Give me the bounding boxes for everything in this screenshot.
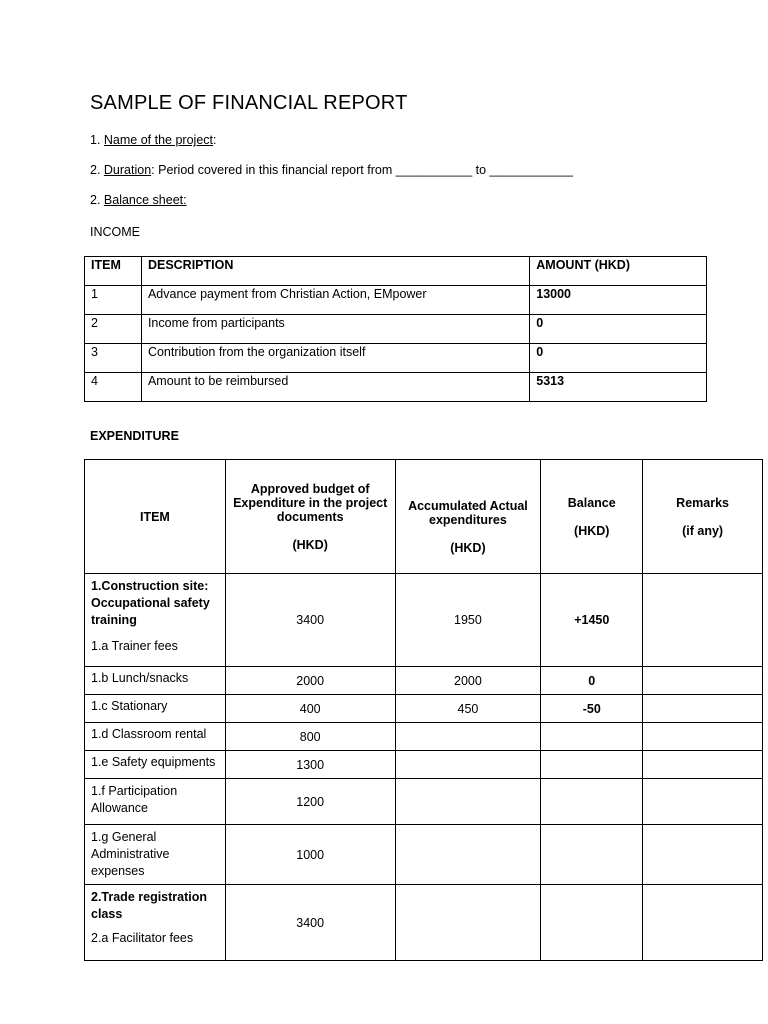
exp-header-remarks-label: Remarks	[676, 495, 729, 510]
exp-remarks	[643, 574, 763, 667]
exp-remarks	[643, 779, 763, 825]
exp-header-budget	[225, 460, 395, 574]
exp-actual	[395, 825, 541, 885]
exp-budget: 800	[225, 723, 395, 751]
exp-item-label: 1.c Stationary	[85, 695, 226, 723]
table-row	[85, 695, 763, 723]
exp-balance	[541, 723, 643, 751]
income-amount: 0	[530, 315, 707, 344]
exp-item-label: 1.b Lunch/snacks	[85, 667, 226, 695]
income-header-row	[85, 257, 707, 286]
exp-header-actual	[395, 460, 541, 574]
exp-remarks	[643, 825, 763, 885]
exp-remarks	[643, 667, 763, 695]
line-number: 2.	[90, 163, 104, 177]
exp-header-actual-label: Accumulated Actual expenditures	[408, 498, 528, 527]
exp-budget: 400	[225, 695, 395, 723]
exp-budget: 1200	[225, 779, 395, 825]
income-header-description: DESCRIPTION	[141, 257, 529, 286]
income-item: 4	[85, 373, 142, 402]
exp-remarks	[643, 723, 763, 751]
exp-item-label: 1.a Trainer fees	[91, 639, 178, 653]
exp-item-label: 1.f Participation Allowance	[85, 779, 226, 825]
exp-header-balance-label: Balance	[567, 495, 616, 510]
duration-label: Duration	[103, 163, 152, 177]
exp-balance: 0	[541, 667, 643, 695]
exp-balance	[541, 825, 643, 885]
exp-budget: 3400	[225, 574, 395, 667]
income-header-item: ITEM	[85, 257, 142, 286]
exp-header-actual-unit: (HKD)	[450, 540, 486, 555]
income-amount: 5313	[530, 373, 707, 402]
exp-budget: 2000	[225, 667, 395, 695]
expenditure-table	[84, 459, 763, 961]
project-name-line	[90, 133, 216, 147]
income-amount: 0	[530, 344, 707, 373]
line-number: 1.	[90, 133, 104, 147]
exp-actual: 2000	[395, 667, 541, 695]
income-description: Advance payment from Christian Action, EMpower	[141, 286, 529, 315]
exp-section-title: 2.Trade registration class	[91, 890, 208, 921]
exp-balance	[541, 779, 643, 825]
expenditure-header-row	[85, 460, 763, 574]
exp-actual	[395, 885, 541, 961]
expenditure-heading: EXPENDITURE	[90, 429, 179, 443]
exp-actual	[395, 779, 541, 825]
exp-item-label: 1.d Classroom rental	[85, 723, 226, 751]
exp-actual	[395, 751, 541, 779]
exp-budget: 1300	[225, 751, 395, 779]
income-table	[84, 256, 707, 402]
exp-balance: +1450	[541, 574, 643, 667]
table-row	[85, 667, 763, 695]
report-title: SAMPLE OF FINANCIAL REPORT	[90, 92, 408, 114]
exp-header-remarks-unit: (if any)	[682, 523, 724, 538]
table-row	[85, 751, 763, 779]
exp-item-label: 1.e Safety equipments	[85, 751, 226, 779]
exp-balance: -50	[541, 695, 643, 723]
table-row	[85, 373, 707, 402]
income-amount: 13000	[530, 286, 707, 315]
balance-sheet-label: Balance sheet:	[103, 193, 187, 207]
table-row	[85, 286, 707, 315]
exp-header-budget-unit: (HKD)	[292, 537, 328, 552]
table-row	[85, 315, 707, 344]
table-row	[85, 779, 763, 825]
income-description: Amount to be reimbursed	[141, 373, 529, 402]
table-row	[85, 344, 707, 373]
exp-header-balance-unit: (HKD)	[574, 523, 610, 538]
exp-budget: 3400	[225, 885, 395, 961]
income-item: 1	[85, 286, 142, 315]
exp-actual: 1950	[395, 574, 541, 667]
line-number: 2.	[90, 193, 104, 207]
income-item: 2	[85, 315, 142, 344]
exp-section-2	[85, 885, 226, 961]
exp-balance	[541, 885, 643, 961]
income-header-amount: AMOUNT (HKD)	[530, 257, 707, 286]
exp-header-remarks	[643, 460, 763, 574]
exp-remarks	[643, 751, 763, 779]
exp-item-label: 1.g General Administrative expenses	[85, 825, 226, 885]
income-heading: INCOME	[90, 225, 140, 239]
income-description: Income from participants	[141, 315, 529, 344]
table-row	[85, 723, 763, 751]
exp-header-balance	[541, 460, 643, 574]
exp-item-label: 2.a Facilitator fees	[91, 931, 194, 945]
income-description: Contribution from the organization itself	[141, 344, 529, 373]
balance-sheet-line	[90, 193, 187, 207]
duration-text: : Period covered in this financial report from ___________ to ____________	[151, 163, 573, 177]
table-row	[85, 574, 763, 667]
exp-actual: 450	[395, 695, 541, 723]
line-suffix: :	[213, 133, 217, 147]
duration-line	[90, 163, 573, 177]
project-name-label: Name of the project	[103, 133, 213, 147]
exp-header-budget-label: Approved budget of Expenditure in the project documents	[233, 481, 388, 524]
exp-budget: 1000	[225, 825, 395, 885]
exp-actual	[395, 723, 541, 751]
exp-header-item: ITEM	[85, 460, 226, 574]
exp-remarks	[643, 695, 763, 723]
exp-section-title: 1.Construction site: Occupational safety training	[91, 579, 210, 627]
exp-section-1	[85, 574, 226, 667]
table-row	[85, 885, 763, 961]
exp-balance	[541, 751, 643, 779]
exp-remarks	[643, 885, 763, 961]
table-row	[85, 825, 763, 885]
income-item: 3	[85, 344, 142, 373]
